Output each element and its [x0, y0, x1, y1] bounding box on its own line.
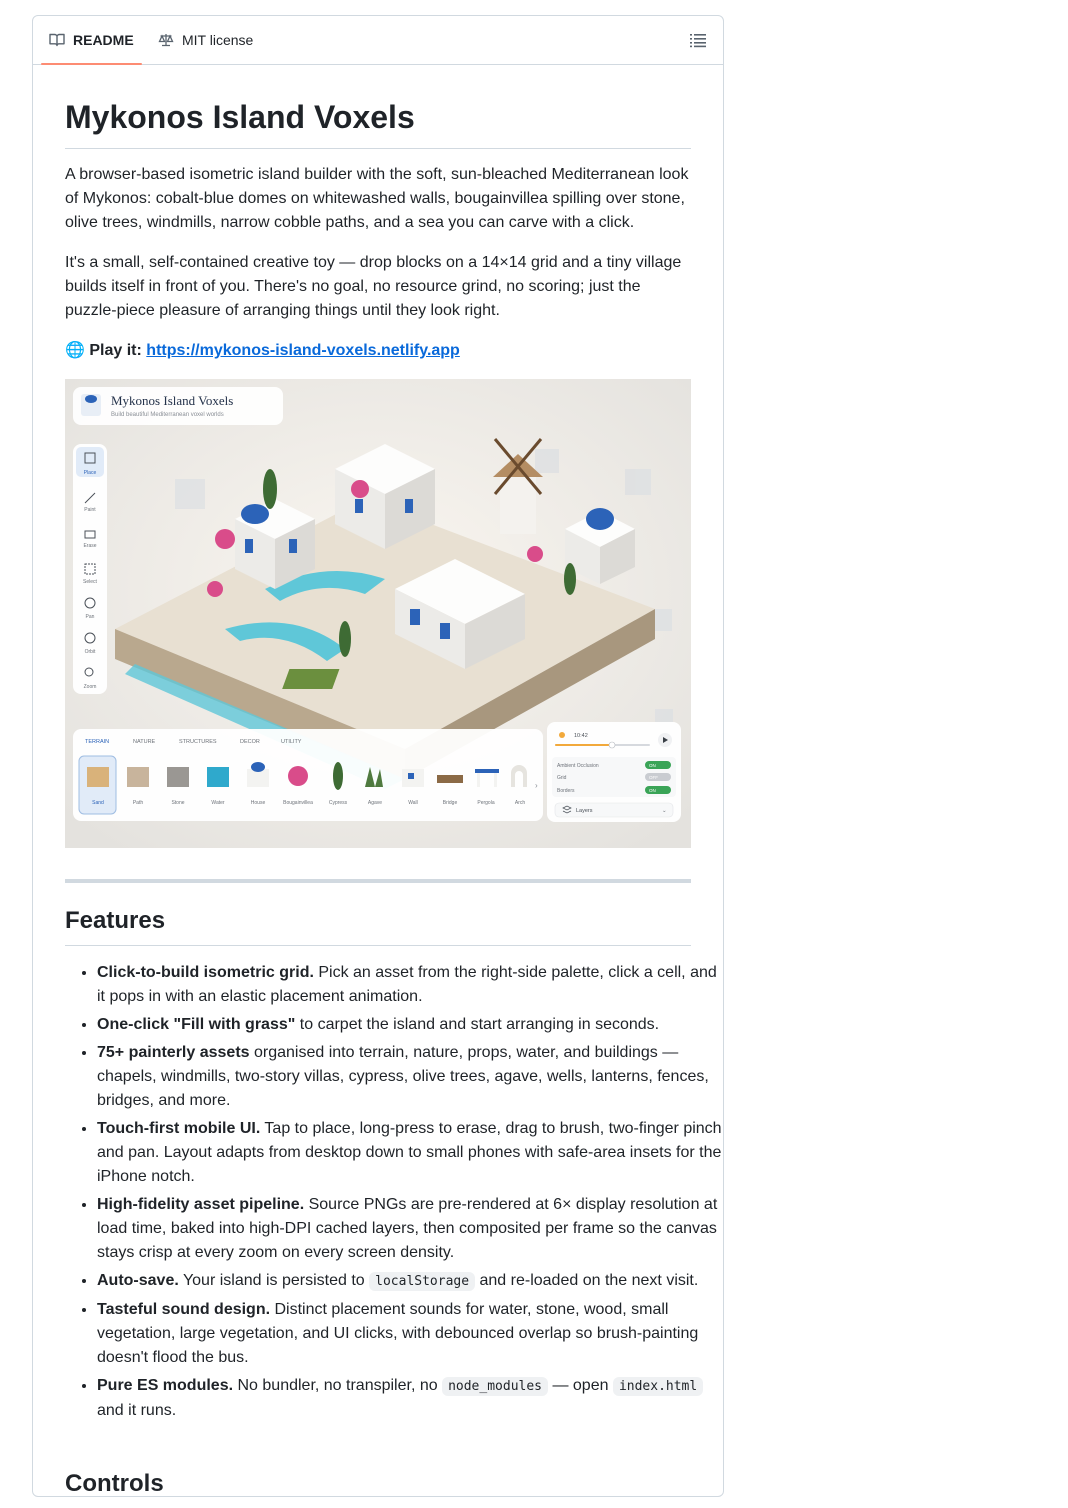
tab-readme[interactable] [49, 16, 134, 64]
list-item: • 75+ painterly assets organised into terrain, nature, props, water, and buildings — chapels, windmills, two-story villas, cypress, olive trees, agave, wells, lanterns, fences, bridges, and more. [97, 1041, 723, 1113]
tab-license[interactable] [158, 16, 253, 64]
outline-button[interactable] [689, 32, 707, 48]
palette-tab-structures[interactable]: STRUCTURES [179, 739, 217, 745]
tool-place[interactable]: Place [83, 470, 97, 476]
palette-next-icon[interactable]: › [535, 781, 538, 790]
features-list [65, 961, 723, 1427]
asset-stone[interactable]: Stone [171, 800, 185, 806]
list-item: • Tasteful sound design. Distinct placement sounds for water, stone, wood, small vegetation, large vegetation, and UI clicks, with debounced overlap so brush-painting doesn't flood the bus. [97, 1298, 723, 1370]
list-item: • Click-to-build isometric grid. Pick an asset from the right-side palette, click a cell, and it pops in with an elastic placement animation. [97, 961, 723, 1009]
asset-arch[interactable]: Arch [514, 800, 526, 806]
readme-panel [32, 15, 724, 1497]
toggle-grid-label: Grid [557, 775, 567, 781]
tool-zoom[interactable]: Zoom [83, 684, 97, 690]
tool-erase[interactable]: Erase [83, 543, 97, 549]
inline-code: localStorage [369, 1272, 475, 1291]
play-label: Play it: [89, 342, 142, 359]
tool-paint[interactable]: Paint [84, 507, 96, 513]
section-divider [65, 879, 691, 883]
palette-tab-terrain[interactable]: TERRAIN [85, 739, 110, 745]
toggle-ao[interactable]: ON [649, 763, 656, 768]
palette-tab-nature[interactable]: NATURE [133, 739, 156, 745]
list-item: • Pure ES modules. No bundler, no transpiler, no node_modules — open index.html and it runs. [97, 1374, 723, 1423]
asset-bougainvillea[interactable]: Bougainvillea [283, 800, 313, 806]
inline-code: node_modules [442, 1377, 548, 1396]
asset-house[interactable]: House [250, 800, 266, 806]
asset-sand[interactable]: Sand [92, 800, 104, 806]
asset-pergola[interactable]: Pergola [477, 800, 495, 806]
asset-wall[interactable]: Wall [408, 800, 418, 806]
app-subtitle: Build beautiful Mediterranean voxel worlds [111, 412, 224, 418]
readme-tabs [33, 16, 723, 65]
list-item: • Auto-save. Your island is persisted to localStorage and re-loaded on the next visit. [97, 1269, 723, 1294]
tool-orbit[interactable]: Orbit [84, 649, 96, 655]
asset-path[interactable]: Path [132, 800, 144, 806]
asset-cypress[interactable]: Cypress [328, 800, 348, 806]
asset-water[interactable]: Water [211, 800, 225, 806]
globe-icon: 🌐 [65, 342, 85, 359]
toggle-ao-label: Ambient Occlusion [557, 763, 599, 769]
list-item: • Touch-first mobile UI. Tap to place, long-press to erase, drag to brush, two-finger pinch and pan. Layout adapts from desktop down to small phones with safe-area insets for the iPhone notch. [97, 1117, 723, 1189]
tab-readme-label: README [73, 32, 134, 48]
chevron-down-icon: ⌄ [662, 808, 667, 814]
book-icon [49, 32, 65, 48]
toggle-borders-label: Borders [557, 788, 575, 794]
palette-tab-decor[interactable]: DECOR [240, 739, 260, 745]
controls-heading: Controls [65, 1470, 164, 1497]
play-link[interactable]: https://mykonos-island-voxels.netlify.app [146, 342, 460, 359]
asset-bridge[interactable]: Bridge [442, 800, 458, 806]
toggle-borders[interactable]: ON [649, 788, 656, 793]
intro-paragraph-1: A browser-based isometric island builder with the soft, sun-bleached Mediterranean look of Mykonos: cobalt-blue domes on whitewashed walls, bougainvillea spilling over stone, olive trees, windmills, narrow cobble paths, and a sea you can carve with a click. [65, 166, 689, 231]
toggle-grid[interactable]: OFF [649, 775, 658, 780]
tab-license-label: MIT license [182, 32, 254, 48]
list-item: • High-fidelity asset pipeline. Source PNGs are pre-rendered at 6× display resolution at load time, baked into high-DPI cached layers, then composited per frame so the canvas stays crisp at every zoom on every screen density. [97, 1193, 723, 1265]
list-item: • One-click "Fill with grass" to carpet the island and start arranging in seconds. [97, 1013, 723, 1037]
play-line [65, 339, 691, 363]
app-screenshot [65, 379, 691, 848]
app-title: Mykonos Island Voxels [111, 393, 234, 408]
time-readout: 10:42 [574, 733, 588, 739]
list-unordered-icon [689, 32, 707, 48]
tool-select[interactable]: Select [83, 579, 97, 585]
features-heading: Features [65, 906, 691, 946]
intro-paragraph-2: It's a small, self-contained creative toy — drop blocks on a 14×14 grid and a tiny village builds itself in front of you. There's no goal, no resource grind, no scoring; just the puzzle-piece pleasure of arranging things until they look right. [65, 254, 682, 319]
inline-code: index.html [613, 1377, 703, 1396]
layers-dropdown[interactable]: Layers [576, 808, 593, 814]
palette-tab-utility[interactable]: UTILITY [281, 739, 302, 745]
law-scale-icon [158, 32, 174, 48]
page-title: Mykonos Island Voxels [65, 98, 691, 149]
asset-agave[interactable]: Agave [367, 800, 383, 806]
tool-pan[interactable]: Pan [85, 614, 95, 620]
